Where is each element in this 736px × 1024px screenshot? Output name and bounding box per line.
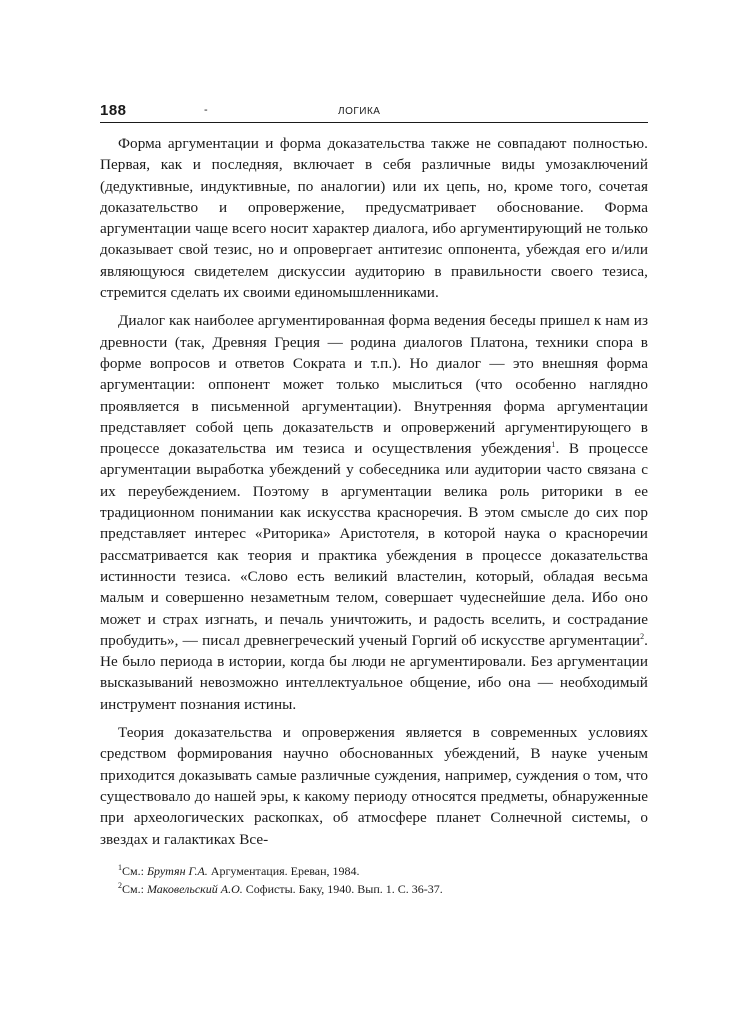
body-text (100, 133, 648, 850)
paragraph-1 (100, 133, 648, 303)
paragraph-3 (100, 722, 648, 850)
paragraph-text: Форма аргументации и форма доказательства также не совпадают полностью. Первая, как и последняя, включает в себя различные виды умозаключений (дедуктивные, индуктивные, по аналогии) или их цепь, но, кроме того, сочетая доказательство и опровержение, предусматривает обоснование. Форма аргументации чаще всего носит характер диалога, ибо аргументирующий не только доказывает свой тезис, но и опровергает антитезис оппонента, убеждая его и/или являющуюся свидетелем дискуссии аудиторию в правильности своего тезиса, стремится сделать их своими единомышленниками. (100, 135, 648, 302)
paragraph-text: . В процессе аргументации выработка убеждений у собеседника или аудитории часто связана с их переубеждением. Поэтому в аргументации велика роль риторики в ее традиционном понимании как искусства красноречия. В этом смысле до сих пор представляет интерес «Риторика» Аристотеля, в которой наука о красноречии рассматривается как теория и практика убеждения в процессе доказательства истинности тезиса. «Слово есть великий властелин, который, обладая весьма малым и совершенно незаметным телом, совершает чудеснейшие дела. Ибо оно может и страх изгнать, и печаль уничтожить, и радость вселить, и сострадание пробудить», — писал древнегреческий ученый Горгий об искусстве аргументации (100, 440, 648, 649)
paragraph-text: Диалог как наиболее аргументированная форма ведения беседы пришел к нам из древности (так, Древняя Греция — родина диалогов Платона, техники спора в форме вопросов и ответов Сократа и т.п.). Но диалог — это внешняя форма аргументации: оппонент может только мыслиться (что особенно наглядно проявляется в письменной аргументации). Внутренняя форма аргументации представляет собой цепь доказательств и опровержений аргументирующего в процессе доказательства им тезиса и осуществления убеждения (100, 312, 648, 458)
page-number: 188 (100, 102, 127, 119)
footnote-number: 2 (118, 880, 122, 890)
running-title: ЛОГИКА (338, 106, 381, 117)
paragraph-text: Теория доказательства и опровержения является в современных условиях средством формирования научно обоснованных убеждений, В науке ученым приходится доказывать самые различные суждения, например, суждения о том, что существовало до нашей эры, к какому периоду относятся предметы, обнаруженные при археологических раскопках, об атмосфере планет Солнечной системы, о звездах и галактиках Все- (100, 724, 648, 848)
footnote-1 (118, 862, 648, 880)
book-page (100, 100, 648, 898)
footnote-ref-2[interactable]: 2 (640, 631, 645, 641)
footnote-prefix: См.: (122, 881, 147, 896)
paragraph-text: . Не было периода в истории, когда бы люди не аргументировали. Без аргументации высказываний невозможно интеллектуальное общение, ибо она — необходимый инструмент познания истины. (100, 631, 648, 713)
footnotes (100, 862, 648, 898)
footnote-prefix: См.: (122, 863, 147, 878)
footnote-author: Маковельский А.О. (146, 881, 243, 896)
footnote-number: 1 (118, 862, 122, 872)
footnote-text: Аргументация. Ереван, 1984. (207, 863, 360, 878)
paragraph-2 (100, 310, 648, 715)
header-separator: - (204, 104, 208, 116)
footnote-text: Софисты. Баку, 1940. Вып. 1. С. 36-37. (242, 881, 443, 896)
footnote-ref-1[interactable]: 1 (551, 440, 556, 450)
footnote-2 (118, 880, 648, 898)
running-header (100, 100, 648, 123)
footnote-author: Брутян Г.А. (146, 863, 208, 878)
